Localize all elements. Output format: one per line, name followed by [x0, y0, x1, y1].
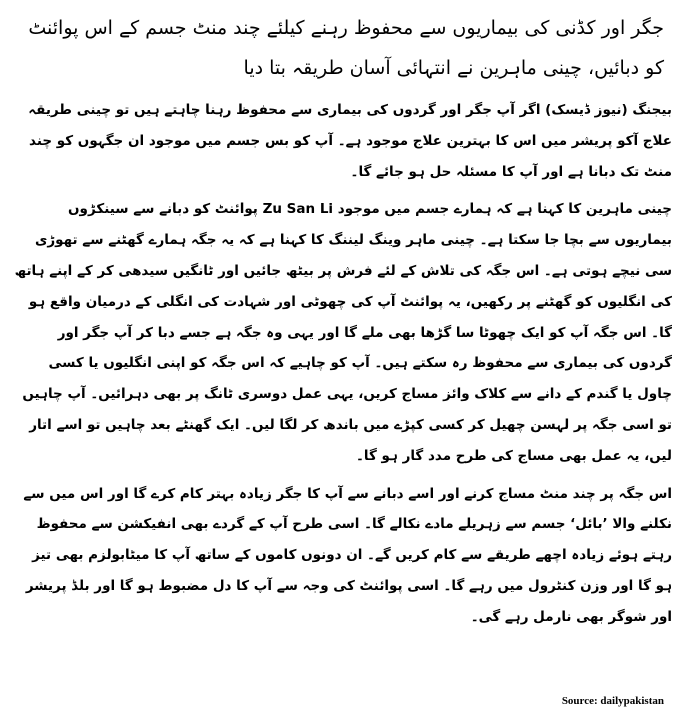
article: [10, 8, 672, 640]
article-headline: جگر اور کڈنی کی بیماریوں سے محفوظ رہنے کیلئے چند منٹ جسم کے اس پوائنٹ کو دبائیں، چینی ماہرین نے انتہائی آسان طریقہ بتا دیا: [28, 17, 664, 79]
article-paragraph-3: اس جگہ پر چند منٹ مساج کرنے اور اسے دبانے سے آپ کا جگر زیادہ بہتر کام کرے گا اور اس میں سے نکلنے والا ’بائل‘ جسم سے زہریلے مادے نکالے گا۔ اسی طرح آپ کے گردے بھی انفیکشن سے محفوظ رہتے ہوئے زیادہ اچھے طریقے سے کام کریں گے۔ ان دونوں کاموں کے ساتھ آپ کا میٹابولزم بھی تیز ہو گا اور وزن کنٹرول میں رہے گا۔ اسی پوائنٹ کی وجہ سے آپ کا دل مضبوط ہو گا اور بلڈ پریشر اور شوگر بھی نارمل رہے گی۔: [23, 485, 672, 625]
article-paragraph-1: بیجنگ (نیوز ڈیسک) اگر آپ جگر اور گردوں کی بیماری سے محفوظ رہنا چاہتے ہیں تو چینی طریقہ علاج آکو پریشر میں اس کا بہترین علاج موجود ہے۔ آپ کو بس جسم میں موجود ان جگہوں کو چند منٹ تک دبانا ہے اور آپ کا مسئلہ حل ہو جائے گا۔: [28, 102, 672, 180]
source-credit: Source: dailypakistan: [561, 695, 664, 707]
article-paragraph-2: چینی ماہرین کا کہنا ہے کہ ہمارے جسم میں موجود Zu San Li پوائنٹ کو دبانے سے سینکڑوں بیماریوں سے بچا جا سکتا ہے۔ چینی ماہر وینگ لیننگ کا کہنا ہے کہ یہ جگہ ہمارے گھٹنے سے تھوڑی سی نیچے ہوتی ہے۔ اس جگہ کی تلاش کے لئے فرش پر بیٹھ جائیں اور ٹانگیں سیدھی کر کے اپنے ہاتھ کی انگلیوں کو گھٹنے پر رکھیں، یہ پوائنٹ آپ کی چھوٹی اور شہادت کی انگلی کے درمیان واقع ہو گا۔ اس جگہ آپ کو ایک چھوٹا سا گڑھا بھی ملے گا اور یہی وہ جگہ ہے جسے دبا کر آپ جگر اور گردوں کی بیماری سے محفوظ رہ سکتے ہیں۔ آپ کو چاہیے کہ اس جگہ کو اپنی انگلیوں یا کسی چاول یا گندم کے دانے سے کلاک وائز مساج کریں، یہی عمل دوسری ٹانگ پر بھی دہرائیں۔ آپ چاہیں تو اسی جگہ پر لہسن چھیل کر کسی کپڑے میں باندھ کر لگا لیں۔ ایک گھنٹے بعد چاہیں تو اسے اتار لیں، یہ عمل بھی مساج کی طرح مدد گار ہو گا۔: [14, 201, 672, 464]
